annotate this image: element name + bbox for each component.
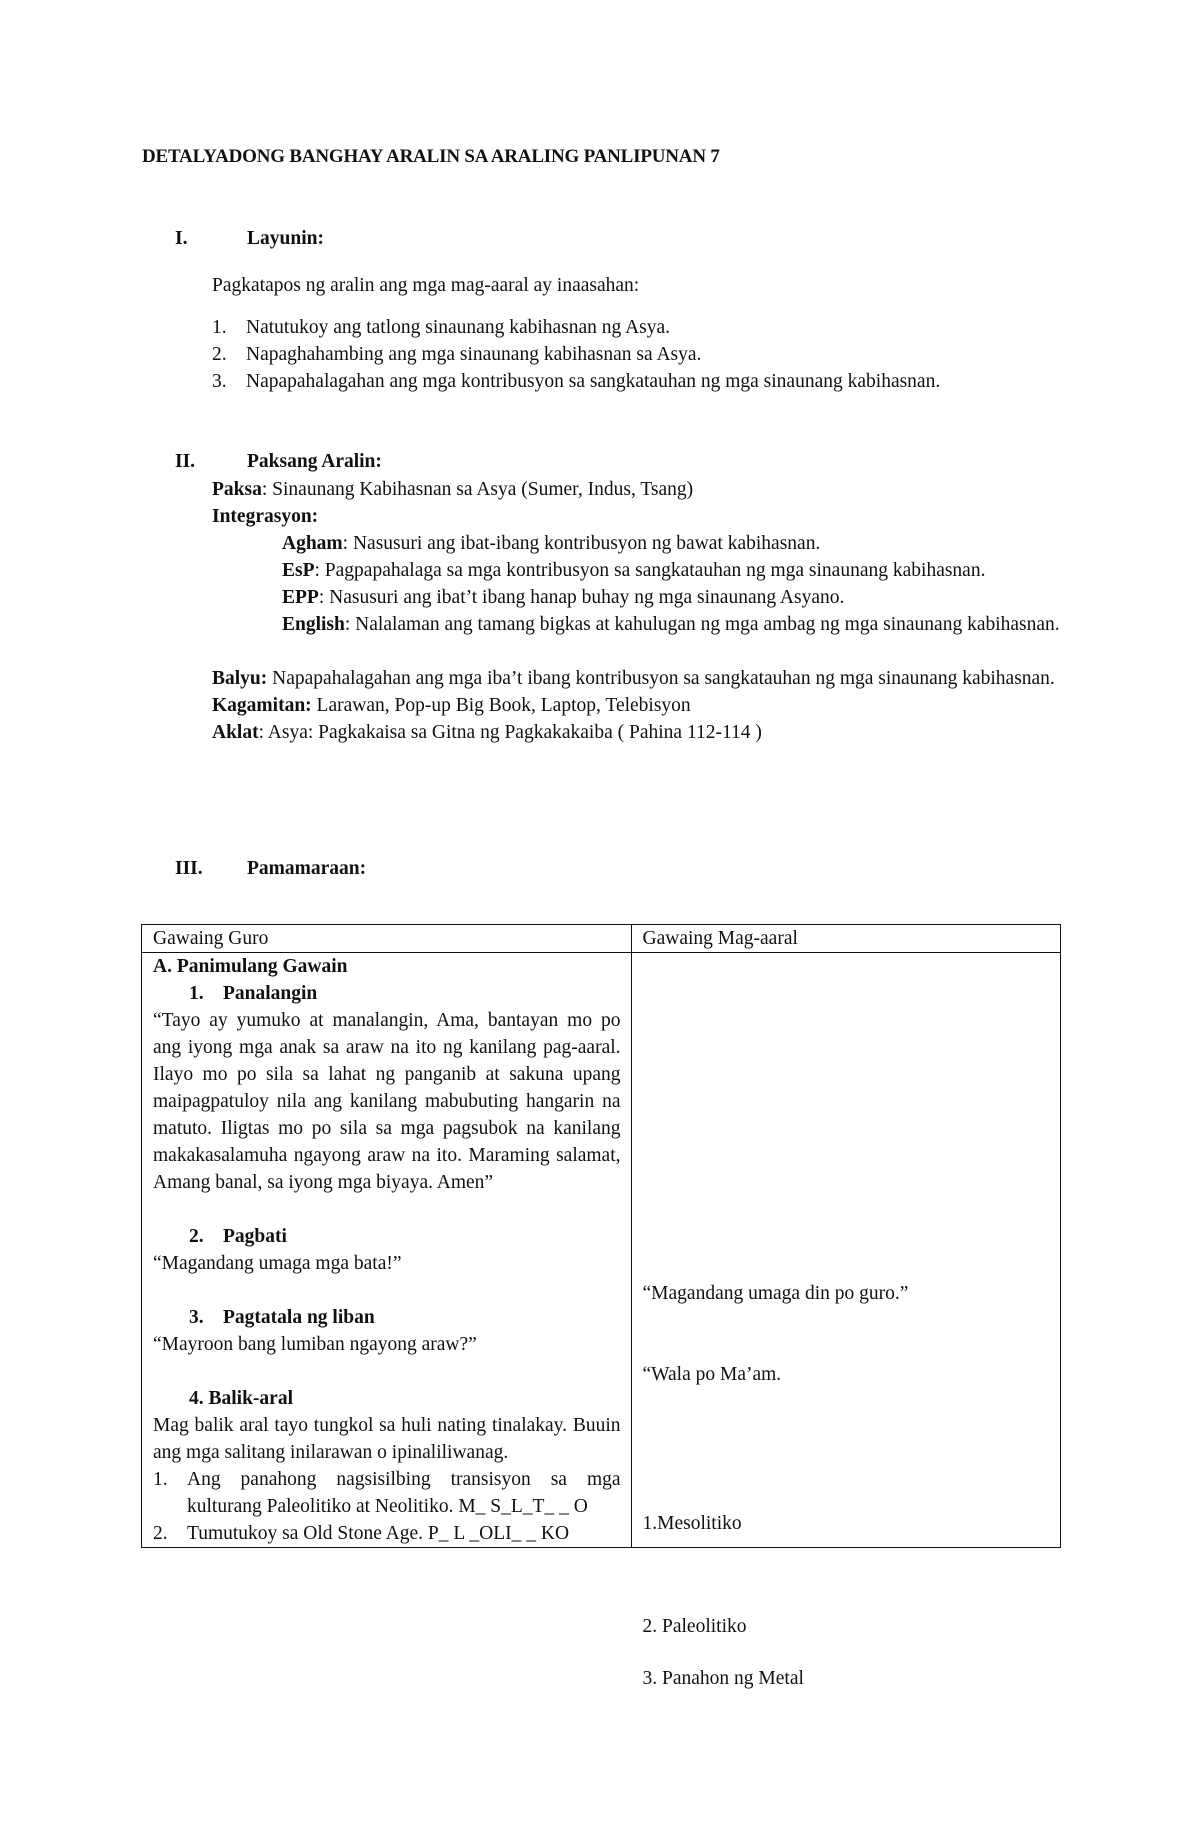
english-line: English: Nalalaman ang tamang bigkas at kahulugan ng mga ambag ng mga sinaunang kabihasnan. <box>282 614 1060 635</box>
objectives-list <box>212 314 1060 395</box>
teacher-activities-cell <box>142 953 632 1548</box>
part-a-title: A. Panimulang Gawain <box>153 956 348 977</box>
topic-block <box>212 476 1060 746</box>
table-header-teacher: Gawaing Guro <box>142 925 632 953</box>
panalangin-heading: 1. Panalangin <box>189 983 318 1004</box>
balik-aral-item: 1. Ang panahong nagsisilbing transisyon sa mga kulturang Paleolitiko at Neolitiko. M_ S_L_T_ _ O <box>153 1469 621 1517</box>
section-2-label: Paksang Aralin: <box>247 451 382 472</box>
paksa-line: Paksa: Sinaunang Kabihasnan sa Asya (Sumer, Indus, Tsang) <box>212 479 694 500</box>
kagamitan-line: Kagamitan: Larawan, Pop-up Big Book, Laptop, Telebisyon <box>212 695 691 716</box>
integrasyon-label: Integrasyon: <box>212 506 319 527</box>
epp-line: EPP: Nasusuri ang ibat’t ibang hanap buhay ng mga sinaunang Asyano. <box>282 587 845 608</box>
pagbati-text: “Magandang umaga mga bata!” <box>153 1253 402 1274</box>
document-title: DETALYADONG BANGHAY ARALIN SA ARALING PANLIPUNAN 7 <box>142 146 720 167</box>
table-header-student: Gawaing Mag-aaral <box>631 925 1060 953</box>
balik-answer-2: 2. Paleolitiko <box>642 1616 747 1637</box>
liban-response: “Wala po Ma’am. <box>642 1364 782 1385</box>
objective-item: 3. Napapahalagahan ang mga kontribusyon sa sangkatauhan ng mga sinaunang kabihasnan. <box>212 371 941 392</box>
procedure-table <box>141 924 1061 1689</box>
aklat-line: Aklat: Asya: Pagkakaisa sa Gitna ng Pagkakakaiba ( Pahina 112-114 ) <box>212 722 762 743</box>
esp-line: EsP: Pagpapahalaga sa mga kontribusyon sa sangkatauhan ng mga sinaunang kabihasnan. <box>282 560 986 581</box>
objective-item: 1. Natutukoy ang tatlong sinaunang kabihasnan ng Asya. <box>212 317 671 338</box>
table-header-row <box>142 925 1061 953</box>
student-activities-cell <box>631 953 1060 1689</box>
pagbati-response: “Magandang umaga din po guro.” <box>642 1283 909 1304</box>
agham-line: Agham: Nasusuri ang ibat-ibang kontribusyon ng bawat kabihasnan. <box>282 533 821 554</box>
panalangin-text: “Tayo ay yumuko at manalangin, Ama, bantayan mo po ang iyong mga anak sa araw na ito ng kanilang pag-aaral. Ilayo mo po sila sa lahat ng panganib at sakuna upang maipagpatuloy nila ang kanilang mabubuting hangarin na matuto. Iligtas mo po sila sa mga pagsubok na kanilang makakasalamuha ngayong araw na ito. Maraming salamat, Amang banal, sa iyong mga biyaya. Amen” <box>153 1010 621 1193</box>
objectives-intro: Pagkatapos ng aralin ang mga mag-aaral ay inaasahan: <box>212 275 640 296</box>
balik-answer-1: 1.Mesolitiko <box>642 1513 742 1534</box>
section-3-number: III. <box>175 858 203 879</box>
objective-item: 2. Napaghahambing ang mga sinaunang kabihasnan sa Asya. <box>212 344 702 365</box>
section-3-label: Pamamaraan: <box>247 858 367 879</box>
balik-answer-3: 3. Panahon ng Metal <box>642 1668 804 1689</box>
balyu-line: Balyu: Napapahalagahan ang mga iba’t ibang kontribusyon sa sangkatauhan ng mga sinaunang kabihasnan. <box>212 668 1055 689</box>
liban-text: “Mayroon bang lumiban ngayong araw?” <box>153 1334 477 1355</box>
section-1-label: Layunin: <box>247 228 324 249</box>
balik-aral-text: Mag balik aral tayo tungkol sa huli nating tinalakay. Buuin ang mga salitang inilarawan o ipinaliliwanag. <box>153 1415 621 1463</box>
section-1-number: I. <box>175 228 188 249</box>
section-2-number: II. <box>175 451 196 472</box>
pagbati-heading: 2. Pagbati <box>189 1226 287 1247</box>
table-row <box>142 953 1061 1548</box>
liban-heading: 3. Pagtatala ng liban <box>189 1307 375 1328</box>
balik-aral-heading: 4. Balik-aral <box>189 1388 294 1409</box>
balik-aral-item: 2. Tumutukoy sa Old Stone Age. P_ L _OLI_ _ KO <box>153 1523 570 1544</box>
